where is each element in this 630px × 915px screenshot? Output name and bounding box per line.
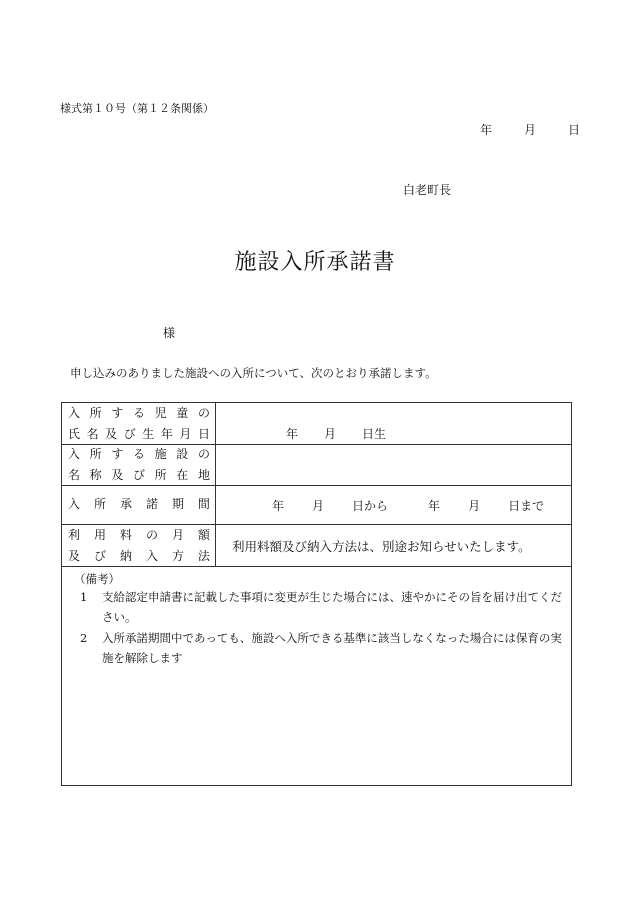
date-month-label: 月 — [523, 123, 536, 137]
note-number: 2 — [80, 631, 88, 645]
note-item — [80, 587, 566, 627]
issue-date — [480, 121, 580, 138]
period-end-month: 月 — [468, 499, 481, 513]
date-day-label: 日 — [567, 123, 580, 137]
facility-label-line2: 名 称 及 び 所 在 地 — [68, 468, 210, 482]
child-label-line1: 入 所 す る 児 童 の — [68, 406, 210, 420]
period-start-month: 月 — [312, 499, 325, 513]
birth-day-label: 日生 — [362, 427, 387, 441]
notes-heading: （備考） — [74, 572, 120, 586]
date-year-label: 年 — [480, 123, 493, 137]
child-label-line2: 氏 名 及 び 生 年 月 日 — [68, 427, 210, 441]
recipient-honorific: 様 — [163, 326, 176, 340]
approval-table — [61, 402, 572, 786]
period-end-day: 日まで — [508, 499, 545, 513]
note-item — [80, 628, 566, 668]
period-start-day: 日から — [352, 499, 389, 513]
child-label — [68, 403, 210, 445]
issuer: 白老町長 — [403, 183, 452, 197]
fee-label-line2: 及 び 納 入 方 法 — [68, 549, 210, 563]
form-number: 様式第１０号（第１２条関係） — [60, 102, 214, 115]
period-start-year: 年 — [272, 499, 285, 513]
intro-text: 申し込みのありました施設への入所について、次のとおり承諾します。 — [70, 366, 437, 380]
note-number: 1 — [80, 590, 88, 604]
period-label — [68, 486, 210, 522]
fee-description: 利用料額及び納入方法は、別途お知らせいたします。 — [232, 539, 531, 554]
child-birthdate — [286, 425, 386, 442]
period-end-year: 年 — [428, 499, 441, 513]
fee-label — [68, 525, 210, 567]
note-text: 入所承諾期間中であっても、施設へ入所できる基準に該当しなくなった場合には保育の実施を解除します — [102, 631, 562, 665]
page-title: 施設入所承諾書 — [234, 250, 396, 275]
period-label-text: 入 所 承 諾 期 間 — [68, 497, 210, 511]
fee-label-line1: 利 用 料 の 月 額 — [68, 528, 210, 542]
birth-month-label: 月 — [324, 427, 337, 441]
facility-label-line1: 入 所 す る 施 設 の — [68, 447, 210, 461]
facility-label — [68, 444, 210, 486]
note-text: 支給認定申請書に記載した事項に変更が生じた場合には、速やかにその旨を届け出てください。 — [102, 590, 562, 624]
approval-period — [272, 497, 544, 514]
birth-year-label: 年 — [286, 427, 299, 441]
